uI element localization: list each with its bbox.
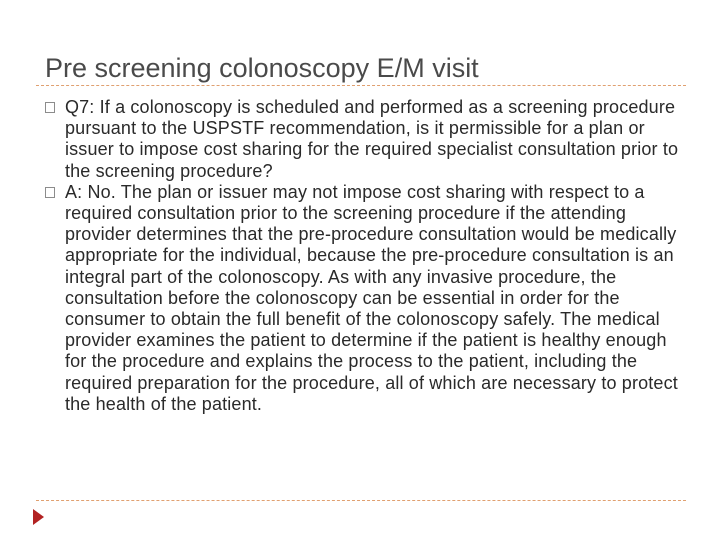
slide-title: Pre screening colonoscopy E/M visit [45, 53, 479, 83]
bullet-list [45, 97, 685, 415]
bullet-box-icon [45, 187, 55, 198]
footer-divider [36, 500, 686, 501]
bullet-question [45, 97, 685, 182]
title-divider [36, 85, 686, 86]
bullet-box-icon [45, 102, 55, 113]
play-arrow-icon [33, 509, 44, 525]
bullet-answer [45, 182, 685, 415]
bullet-text: A: No. The plan or issuer may not impose cost sharing with respect to a required consultation prior to the screening procedure if the attending provider determines that the pre-procedure consultation would be medically appropriate for the individual, because the pre-procedure consultation is an integral part of the colonoscopy. As with any invasive procedure, the consultation before the colonoscopy can be essential in order for the consumer to obtain the full benefit of the colonoscopy safely. The medical provider examines the patient to determine if the patient is healthy enough for the procedure and explains the process to the patient, including the required preparation for the procedure, all of which are necessary to protect the health of the patient. [65, 181, 678, 414]
bullet-text: Q7: If a colonoscopy is scheduled and performed as a screening procedure pursuant to the USPSTF recommendation, is it permissible for a plan or issuer to impose cost sharing for the required specialist consultation prior to the screening procedure? [65, 97, 679, 181]
